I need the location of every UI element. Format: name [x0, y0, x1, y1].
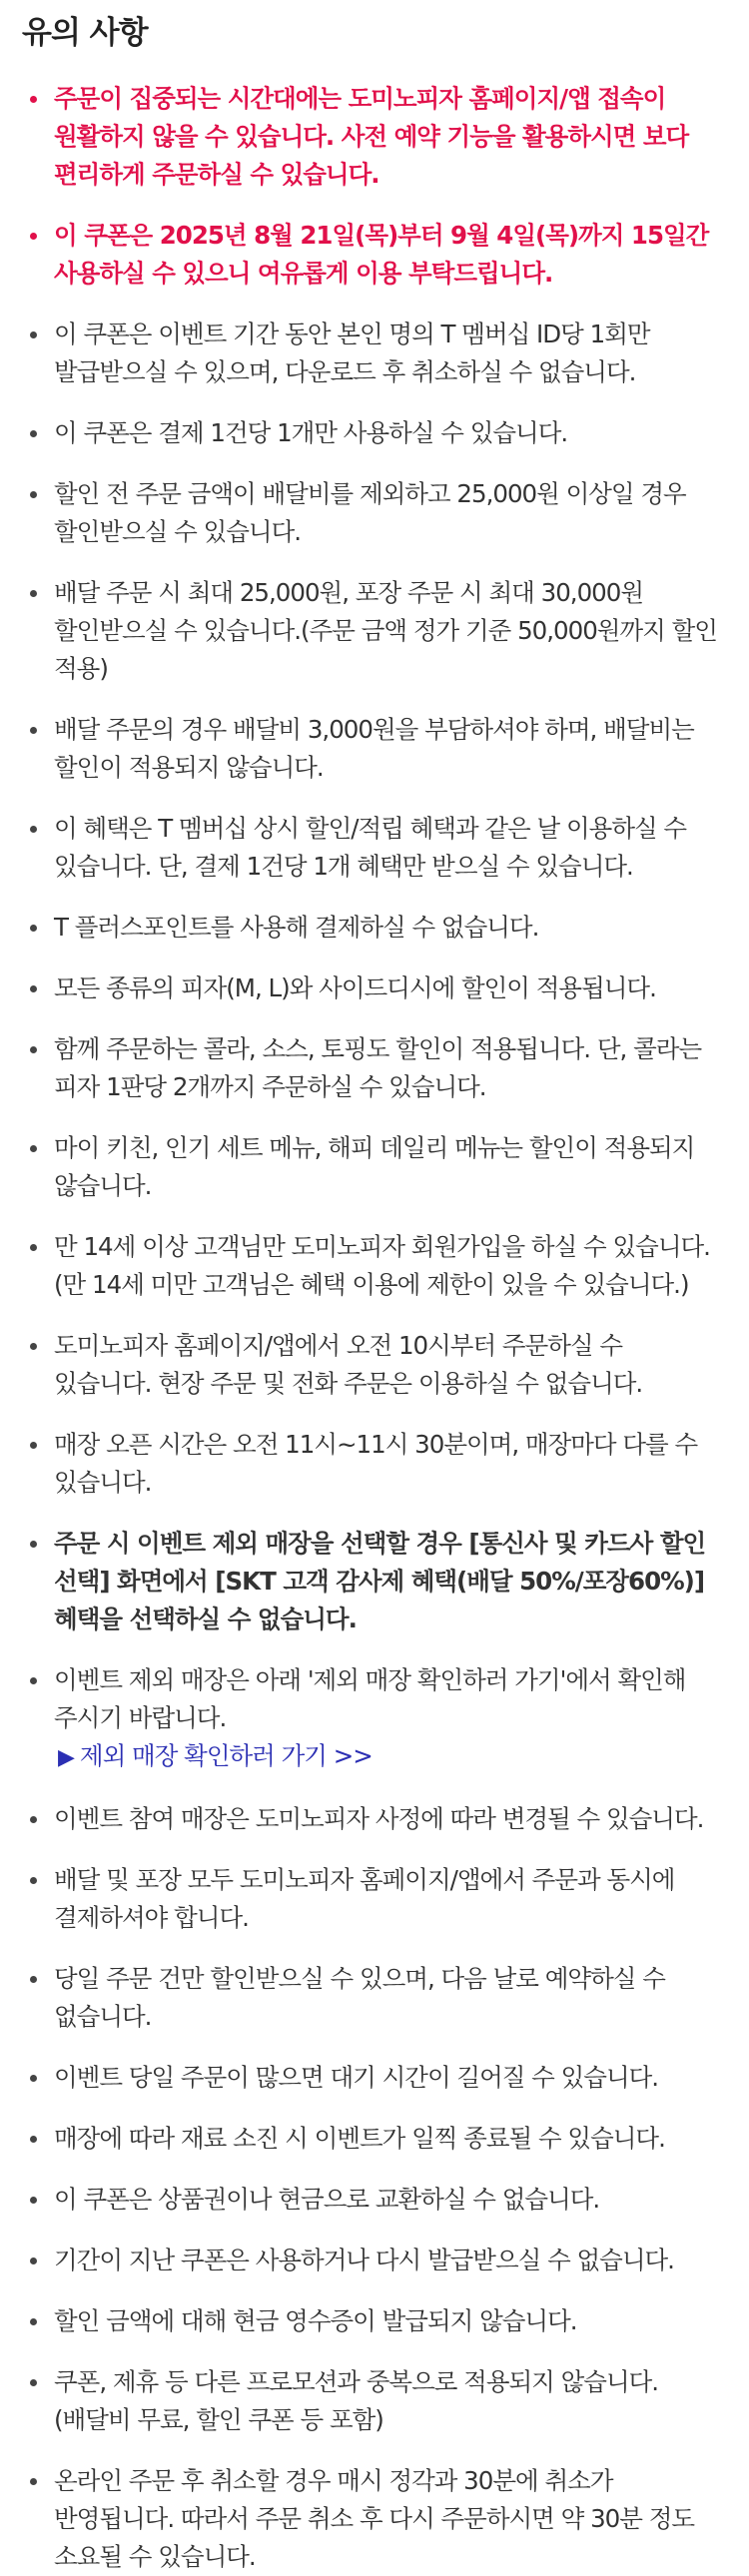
list-item: [22, 711, 725, 787]
notice-text: 온라인 주문 후 취소할 경우 매시 정각과 30분에 취소가 반영됩니다. 따라서 주문 취소 후 다시 주문하시면 약 30분 정도 소요될 수 있습니다.: [54, 2466, 695, 2571]
notice-text: 함께 주문하는 콜라, 소스, 토핑도 할인이 적용됩니다. 단, 콜라는 피자 1판당 2개까지 주문하실 수 있습니다.: [54, 1034, 702, 1101]
list-item: [22, 414, 725, 452]
list-item: [22, 316, 725, 391]
notice-text: 이 쿠폰은 2025년 8월 21일(목)부터 9월 4일(목)까지 15일간 사용하실 수 있으니 여유롭게 이용 부탁드립니다.: [54, 221, 709, 288]
notice-text: 이 혜택은 T 멤버십 상시 할인/적립 혜택과 같은 날 이용하실 수 있습니다. 단, 결제 1건당 1개 혜택만 받으실 수 있습니다.: [54, 814, 687, 881]
list-item: [22, 1129, 725, 1205]
list-item: [22, 80, 725, 194]
list-item: [22, 1800, 725, 1838]
notice-text: 기간이 지난 쿠폰은 사용하거나 다시 발급받으실 수 없습니다.: [54, 2246, 674, 2274]
notice-text: 할인 금액에 대해 현금 영수증이 발급되지 않습니다.: [54, 2306, 577, 2335]
notice-text: 모든 종류의 피자(M, L)와 사이드디시에 할인이 적용됩니다.: [54, 973, 656, 1002]
list-item: [22, 475, 725, 551]
notice-text: 당일 주문 건만 할인받으실 수 있으며, 다음 날로 예약하실 수 없습니다.: [54, 1964, 665, 2031]
list-item: [22, 2059, 725, 2097]
notice-text: 이벤트 당일 주문이 많으면 대기 시간이 길어질 수 있습니다.: [54, 2063, 659, 2092]
page-title: 유의 사항: [22, 15, 148, 51]
list-item: [22, 969, 725, 1007]
excluded-store-link-label: 제외 매장 확인하러 가기 >>: [79, 1741, 373, 1770]
list-item: [22, 1661, 725, 1777]
list-item: [22, 1030, 725, 1106]
notice-text: 배달 주문의 경우 배달비 3,000원을 부담하셔야 하며, 배달비는 할인이 적용되지 않습니다.: [54, 715, 694, 782]
notice-list: [22, 80, 725, 2576]
notice-text: 주문이 집중되는 시간대에는 도미노피자 홈페이지/앱 접속이 원활하지 않을 수 있습니다. 사전 예약 기능을 활용하시면 보다 편리하게 주문하실 수 있습니다.: [54, 84, 689, 189]
notice-text: 이 쿠폰은 결제 1건당 1개만 사용하실 수 있습니다.: [54, 418, 568, 447]
notice-text: 배달 주문 시 최대 25,000원, 포장 주문 시 최대 30,000원 할인받으실 수 있습니다.(주문 금액 정가 기준 50,000원까지 할인 적용): [54, 578, 717, 683]
list-item: [22, 810, 725, 886]
notice-text: 이 쿠폰은 상품권이나 현금으로 교환하실 수 없습니다.: [54, 2185, 600, 2214]
notice-text: 주문 시 이벤트 제외 매장을 선택할 경우 [통신사 및 카드사 할인 선택] 화면에서 [SKT 고객 감사제 혜택(배달 50%/포장60%)] 혜택을 선택하실 수 없습니다.: [54, 1529, 706, 1633]
list-item: [22, 1861, 725, 1937]
notice-text: 매장에 따라 재료 소진 시 이벤트가 일찍 종료될 수 있습니다.: [54, 2124, 665, 2153]
list-item: [22, 2181, 725, 2219]
list-item: [22, 1426, 725, 1502]
list-item: [22, 1228, 725, 1304]
notice-text: 배달 및 포장 모두 도미노피자 홈페이지/앱에서 주문과 동시에 결제하셔야 합니다.: [54, 1865, 675, 1932]
notice-text: 이벤트 참여 매장은 도미노피자 사정에 따라 변경될 수 있습니다.: [54, 1804, 704, 1833]
list-item: [22, 1960, 725, 2036]
play-arrow-icon: ▶: [58, 1745, 74, 1770]
list-item: [22, 574, 725, 688]
list-item: [22, 1525, 725, 1638]
notice-text: 할인 전 주문 금액이 배달비를 제외하고 25,000원 이상일 경우 할인받으실 수 있습니다.: [54, 479, 686, 546]
notice-text: 매장 오픈 시간은 오전 11시~11시 30분이며, 매장마다 다를 수 있습니다.: [54, 1430, 698, 1497]
list-item: [22, 2242, 725, 2279]
list-item: [22, 909, 725, 947]
excluded-store-link[interactable]: [54, 1737, 725, 1777]
notice-text: 만 14세 이상 고객님만 도미노피자 회원가입을 하실 수 있습니다.(만 14세 미만 고객님은 혜택 이용에 제한이 있을 수 있습니다.): [54, 1232, 710, 1299]
notice-text: 이벤트 제외 매장은 아래 '제외 매장 확인하러 가기'에서 확인해 주시기 바랍니다.: [54, 1665, 686, 1732]
notice-text: T 플러스포인트를 사용해 결제하실 수 없습니다.: [54, 913, 539, 942]
notice-text: 마이 키친, 인기 세트 메뉴, 해피 데일리 메뉴는 할인이 적용되지 않습니다.: [54, 1133, 695, 1200]
list-item: [22, 2120, 725, 2158]
list-item: [22, 1327, 725, 1403]
list-item: [22, 2302, 725, 2340]
list-item: [22, 2462, 725, 2576]
list-item: [22, 2363, 725, 2439]
list-item: [22, 217, 725, 293]
notice-text: 이 쿠폰은 이벤트 기간 동안 본인 명의 T 멤버십 ID당 1회만 발급받으실 수 있으며, 다운로드 후 취소하실 수 없습니다.: [54, 320, 650, 386]
notice-text: 쿠폰, 제휴 등 다른 프로모션과 중복으로 적용되지 않습니다.(배달비 무료, 할인 쿠폰 등 포함): [54, 2367, 659, 2434]
notice-text: 도미노피자 홈페이지/앱에서 오전 10시부터 주문하실 수 있습니다. 현장 주문 및 전화 주문은 이용하실 수 없습니다.: [54, 1331, 643, 1398]
